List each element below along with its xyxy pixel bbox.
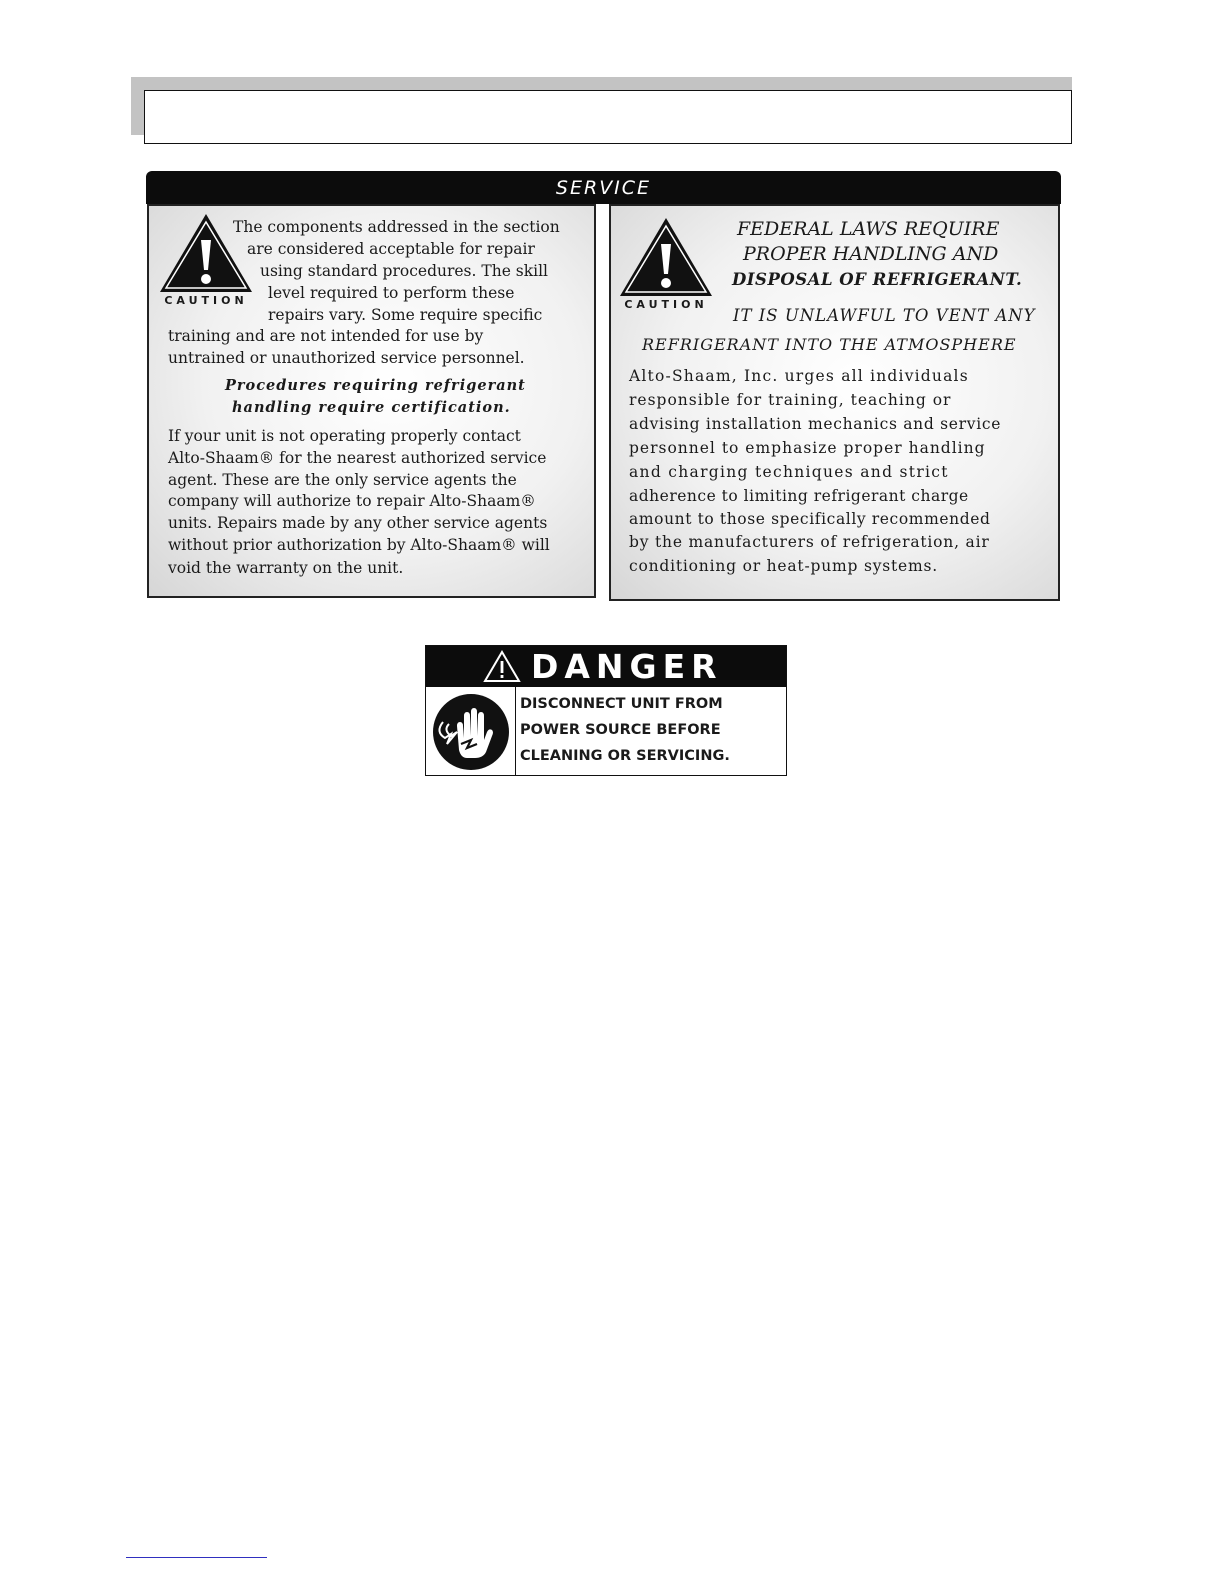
danger-label bbox=[425, 645, 787, 776]
footer-rule bbox=[126, 1557, 267, 1558]
unlawful-vent-line: REFRIGERANT INTO THE ATMOSPHERE bbox=[642, 335, 1017, 354]
left-text-line: using standard procedures. The skill bbox=[260, 262, 549, 280]
left-body-line: units. Repairs made by any other service agents bbox=[168, 514, 548, 532]
right-body-line: responsible for training, teaching or bbox=[629, 391, 952, 409]
danger-header bbox=[426, 646, 786, 687]
right-body-line: Alto-Shaam, Inc. urges all individuals bbox=[629, 367, 969, 385]
left-body-line: without prior authorization by Alto-Shaam® will bbox=[168, 536, 550, 554]
danger-divider bbox=[515, 687, 516, 775]
left-body-line: Alto-Shaam® for the nearest authorized service bbox=[168, 449, 547, 467]
federal-law-line: PROPER HANDLING AND bbox=[743, 243, 999, 265]
left-text-line: untrained or unauthorized service personnel. bbox=[168, 349, 525, 367]
federal-law-line: DISPOSAL OF REFRIGERANT. bbox=[732, 270, 1023, 289]
danger-instruction-line: DISCONNECT UNIT FROM bbox=[520, 696, 723, 712]
danger-instruction-line: CLEANING OR SERVICING. bbox=[520, 748, 730, 764]
section-header-box bbox=[144, 90, 1072, 144]
warning-triangle-icon bbox=[483, 650, 521, 683]
federal-law-line: FEDERAL LAWS REQUIRE bbox=[737, 218, 1000, 240]
left-body-line: company will authorize to repair Alto-Shaam® bbox=[168, 492, 536, 510]
left-body-line: void the warranty on the unit. bbox=[168, 559, 404, 577]
caution-triangle-icon bbox=[618, 216, 714, 298]
service-left-panel bbox=[147, 204, 596, 598]
right-body-line: and charging techniques and strict bbox=[629, 463, 949, 481]
right-body-line: adherence to limiting refrigerant charge bbox=[629, 487, 969, 505]
right-body-line: conditioning or heat-pump systems. bbox=[629, 557, 938, 575]
left-text-line: are considered acceptable for repair bbox=[247, 240, 535, 258]
caution-label: CAUTION bbox=[164, 294, 248, 307]
left-text-line: training and are not intended for use by bbox=[168, 327, 484, 345]
left-text-line: level required to perform these bbox=[268, 284, 515, 302]
service-title: SERVICE bbox=[146, 171, 1061, 204]
right-body-line: personnel to emphasize proper handling bbox=[629, 439, 986, 457]
divider-tab bbox=[595, 204, 610, 214]
danger-instruction-line: POWER SOURCE BEFORE bbox=[520, 722, 721, 738]
service-notice bbox=[146, 171, 1061, 601]
left-body-line: If your unit is not operating properly contact bbox=[168, 427, 521, 445]
certification-note: handling require certification. bbox=[232, 399, 511, 416]
right-body-line: by the manufacturers of refrigeration, air bbox=[629, 533, 990, 551]
danger-title: DANGER bbox=[531, 647, 723, 686]
service-right-panel bbox=[609, 204, 1060, 601]
caution-label: CAUTION bbox=[624, 298, 708, 311]
unlawful-vent-line: IT IS UNLAWFUL TO VENT ANY bbox=[733, 306, 1036, 325]
left-body-line: agent. These are the only service agents the bbox=[168, 471, 517, 489]
right-body-line: amount to those specifically recommended bbox=[629, 510, 991, 528]
caution-symbol bbox=[618, 216, 714, 311]
right-body-line: advising installation mechanics and service bbox=[629, 415, 1002, 433]
left-text-line: repairs vary. Some require specific bbox=[268, 306, 543, 324]
certification-note: Procedures requiring refrigerant bbox=[225, 377, 526, 394]
left-text-line: The components addressed in the section bbox=[233, 218, 560, 236]
hand-shock-icon bbox=[431, 692, 511, 772]
